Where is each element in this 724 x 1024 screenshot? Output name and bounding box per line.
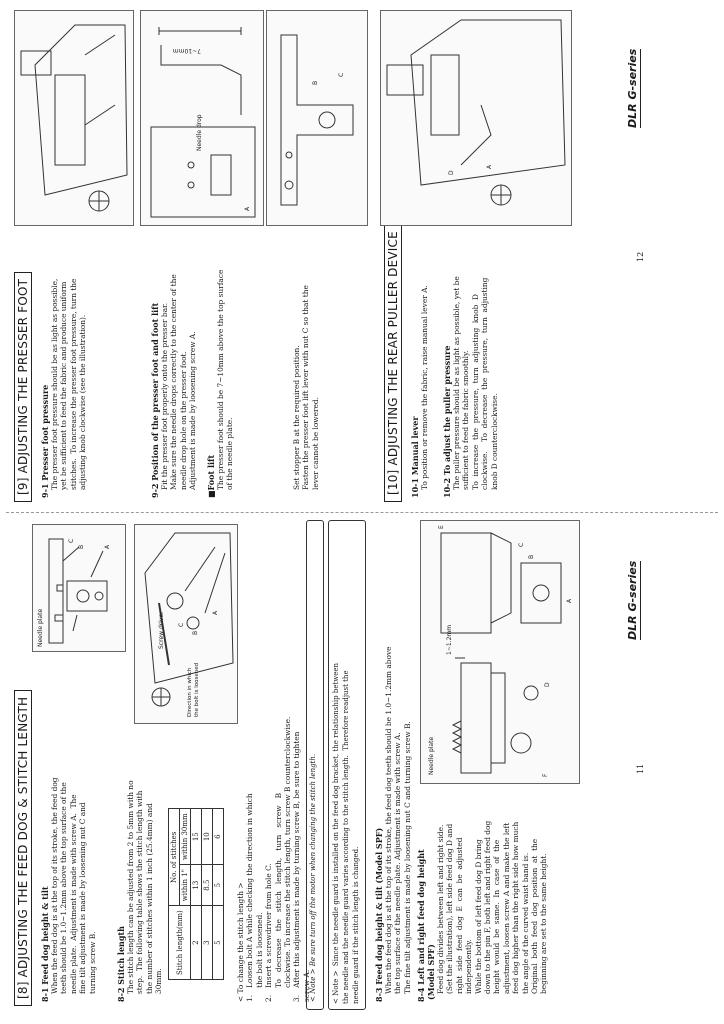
section-title-10: [10] ADJUSTING THE REAR PULLER DEVICE	[384, 224, 402, 502]
text-line: right side feed dog E can be adjusted	[454, 837, 464, 994]
text-line: Fit the presser foot properly onto the presser bar.	[160, 302, 169, 490]
stopper-drawing	[267, 11, 367, 225]
text-line: To increase the pressure, turn adjusting knob D	[470, 294, 480, 490]
text-line: teeth should be 1.0~1.2mm above the top surface of the	[59, 782, 69, 994]
label-C: C	[68, 538, 75, 543]
text-line: The presser foot pressure should be as light as possible,	[50, 278, 59, 490]
label-A: A	[244, 206, 251, 211]
figure-needle-drop	[140, 10, 264, 226]
heading-9-2: 9-2 Position of the presser foot and foot lift	[150, 302, 160, 498]
stitch-length-table	[168, 808, 224, 980]
label-B: B	[312, 80, 319, 85]
figure-presser-knob	[14, 10, 134, 226]
text-line: The puller pressure should be as light as possible, yet be	[452, 276, 461, 490]
footer-series: DLR G-series	[626, 560, 639, 640]
heading-8-1: 8-1 Feed dog height & tilt	[40, 886, 50, 1002]
page-11	[0, 512, 724, 1024]
text-line: clockwise. To increase the stitch length, turn screw B counterclockwise.	[283, 716, 293, 1002]
text-line: needle guard if the stitch length is changed.	[352, 846, 360, 1004]
section-title-9: [9] ADJUSTING THE PRESSER FOOT	[14, 272, 32, 502]
text-line: fine tilt adjustment is made by loosening nut C and	[78, 802, 88, 994]
feed-dog-spf-drawing	[421, 521, 579, 783]
label-mm: 7~10mm	[172, 47, 201, 54]
label-A: A	[212, 610, 219, 615]
table-cell: 5	[213, 906, 224, 980]
text-line: clockwise. To decrease the pressure, turn adjusting	[480, 277, 490, 490]
text-line: (Set the illustration), left side feed dog D and	[445, 823, 455, 994]
text-line: lever cannot be lowered.	[310, 397, 320, 490]
text-line: the angle of the curved waist band is.	[520, 852, 530, 994]
text-line: of the needle plate.	[225, 417, 235, 490]
label-C: C	[178, 622, 185, 627]
table-cell: 15	[191, 809, 202, 865]
label-A: A	[104, 544, 111, 549]
text-line: height would be same. In case of the	[492, 839, 502, 994]
heading-8-2: 8-2 Stitch length	[116, 926, 126, 1002]
rear-puller-drawing	[381, 11, 571, 225]
text-foot-lift	[216, 240, 235, 490]
heading-10-1: 10-1 Manual lever	[410, 416, 420, 498]
label-needle-plate: Needle plate	[428, 736, 435, 775]
text-line: beginning are set to the same height.	[539, 853, 549, 994]
label-needle-drop: Needle drop	[196, 114, 203, 151]
label-D: D	[448, 170, 455, 175]
text-line: Fasten the presser foot lift lever with nut C so that the	[301, 285, 311, 490]
label-mm: 1~1.2mm	[446, 624, 453, 655]
table-row	[202, 809, 213, 980]
label-screw-driver: Screw driver	[158, 611, 165, 649]
text-8-2	[126, 704, 164, 994]
text-line: down to the pin F, both left and right feed dog	[483, 820, 493, 994]
text-line: step. The following table shows the stitch length with	[135, 790, 145, 994]
table-cell: 3	[202, 906, 213, 980]
table-subheader-inch: within 1"	[180, 865, 191, 906]
stitch-change-steps	[236, 712, 311, 1002]
label-E: E	[438, 525, 445, 529]
text-line: the number of stitches within 1 inch (25.4mm) and	[144, 803, 154, 994]
text-line: the needle and the needle guard varies according to the stitch length. Therefore readjust the	[342, 670, 350, 1004]
heading-10-2: 10-2 To adjust the puller pressure	[442, 345, 452, 498]
label-B: B	[78, 544, 85, 549]
text-line: The fine tilt adjustment is made by loosening nut C and turning screw B.	[402, 721, 412, 994]
table-cell: 5	[213, 865, 224, 906]
text-8-1	[50, 704, 97, 994]
text-line: Original both feed dog position at the	[530, 838, 540, 994]
text-line: The presser foot should be 7~10mm above the top surface	[216, 269, 225, 490]
text-line: 3. After this adjustment is made by turning screw B, be sure to tighten screw A.	[292, 729, 311, 1002]
text-line: 1. Loosen bolt A while checking the direction in which	[245, 793, 255, 1002]
text-line: turning screw B.	[87, 931, 97, 994]
needle-drop-drawing	[141, 11, 263, 225]
label-A: A	[486, 164, 493, 169]
label-needle-plate: Needle plate	[37, 608, 44, 647]
section-title-8: [8] ADJUSTING THE FEED DOG & STITCH LENGTH	[14, 690, 32, 1006]
text-line: 2. Insert a screwdriver from hole C.	[264, 863, 274, 1002]
heading-foot-lift: ■Foot lift	[206, 454, 216, 498]
figure-feed-dog-spf	[420, 520, 580, 784]
note-motor: < Note > Be sure turn off the motor when changing the stitch length.	[309, 753, 317, 1002]
text-line: < Note > Since the needle guard is installed on the feed dog bracket, the relationship between	[332, 662, 340, 1004]
table-cell: 13	[191, 865, 202, 906]
text-line: Make sure the needle drops correctly to the center of the	[169, 274, 179, 490]
text-8-4	[436, 794, 549, 994]
label-D: D	[544, 682, 551, 687]
table-row	[191, 809, 202, 980]
label-C: C	[338, 72, 345, 77]
text-10-2	[452, 240, 499, 490]
footer-series: DLR G-series	[626, 48, 639, 128]
table-row	[213, 809, 224, 980]
needle-plate-drawing	[33, 525, 125, 651]
text-9-2	[160, 240, 198, 490]
text-stopper	[292, 230, 320, 490]
text-line: needle drop hole on the presser foot.	[178, 351, 188, 490]
table-header-stitches: No. of stitches	[169, 809, 180, 906]
text-10-1	[420, 230, 429, 490]
table-header-stitch-length: Stitch length(mm)	[169, 906, 191, 980]
text-line: To decrease the stitch length, turn screw B	[273, 793, 283, 1002]
text-line: When the feed dog is at the top of its stroke, the feed dog	[50, 777, 59, 994]
table-cell: 6	[213, 809, 224, 865]
heading-8-3: 8-3 Feed dog height & tilt (Model SPF)	[374, 827, 384, 1002]
label-F: F	[542, 773, 549, 777]
text-line: sufficient to feed the fabric smoothly.	[461, 350, 471, 490]
figure-needle-plate	[32, 524, 126, 652]
note-needle-guard	[331, 524, 361, 1004]
table-cell: 8.5	[202, 865, 213, 906]
text-line: Set stopper B at the required position.	[292, 345, 301, 490]
text-line: 30mm.	[154, 968, 164, 994]
text-line: independently.	[464, 939, 474, 994]
text-line: yet be sufficient to feed the fabric and produce uniform	[59, 281, 69, 490]
page-number: 12	[636, 251, 645, 262]
text-line: < To change the stitch length >	[236, 882, 245, 1002]
table-cell: 2	[191, 906, 202, 980]
label-A: A	[566, 598, 573, 603]
heading-9-1: 9-1 Presser foot pressure	[40, 384, 50, 498]
text-9-1	[50, 250, 88, 490]
text-line: adjustment, loosen screw A and make the left	[501, 822, 511, 994]
screwdriver-drawing	[135, 525, 237, 723]
text-line: Feed dog divides between left and right side.	[436, 824, 445, 994]
text-line: knob D counterclockwise.	[489, 393, 499, 490]
text-line: To position or remove the fabric, raise manual lever A.	[420, 285, 429, 490]
text-line: stitches. To increase the presser foot pressure, turn the	[68, 278, 78, 490]
table-subheader-30mm: within 30mm	[180, 809, 191, 865]
model-spf: (Model SPF)	[426, 944, 436, 1000]
text-line: The stitch length can be adjusted from 2 to 5mm with no	[126, 780, 135, 994]
figure-rear-puller	[380, 10, 572, 226]
text-line: needle plate. Adjustment is made with screw A. The	[68, 794, 78, 994]
heading-8-4: 8-4 Left and right feed dog height	[416, 849, 426, 1002]
label-B: B	[528, 554, 535, 559]
presser-knob-drawing	[15, 11, 133, 225]
text-line: While the bottom of left feed dog D bring	[473, 839, 483, 994]
figure-screwdriver	[134, 524, 238, 724]
text-line: the bolt is loosened.	[254, 912, 264, 1002]
label-C: C	[518, 542, 525, 547]
text-line: When the feed dog is at the top of its stroke, the feed dog teeth should be 1.0~1.2mm above	[384, 646, 393, 994]
label-B: B	[192, 630, 199, 635]
table-cell: 10	[202, 809, 213, 865]
figure-stopper	[266, 10, 368, 226]
text-line: feed dog higher than the right side how much	[511, 821, 521, 994]
label-direction: Direction in which the bolt is loosened	[187, 662, 200, 717]
text-line: adjusting knob clockwise (see the illustration).	[78, 314, 88, 490]
text-8-3	[384, 524, 412, 994]
text-line: the top surface of the needle plate. Adjustment is made with screw A.	[393, 732, 403, 994]
page-number: 11	[636, 763, 645, 774]
text-line: Adjustment is made by loosening screw A.	[188, 331, 198, 490]
